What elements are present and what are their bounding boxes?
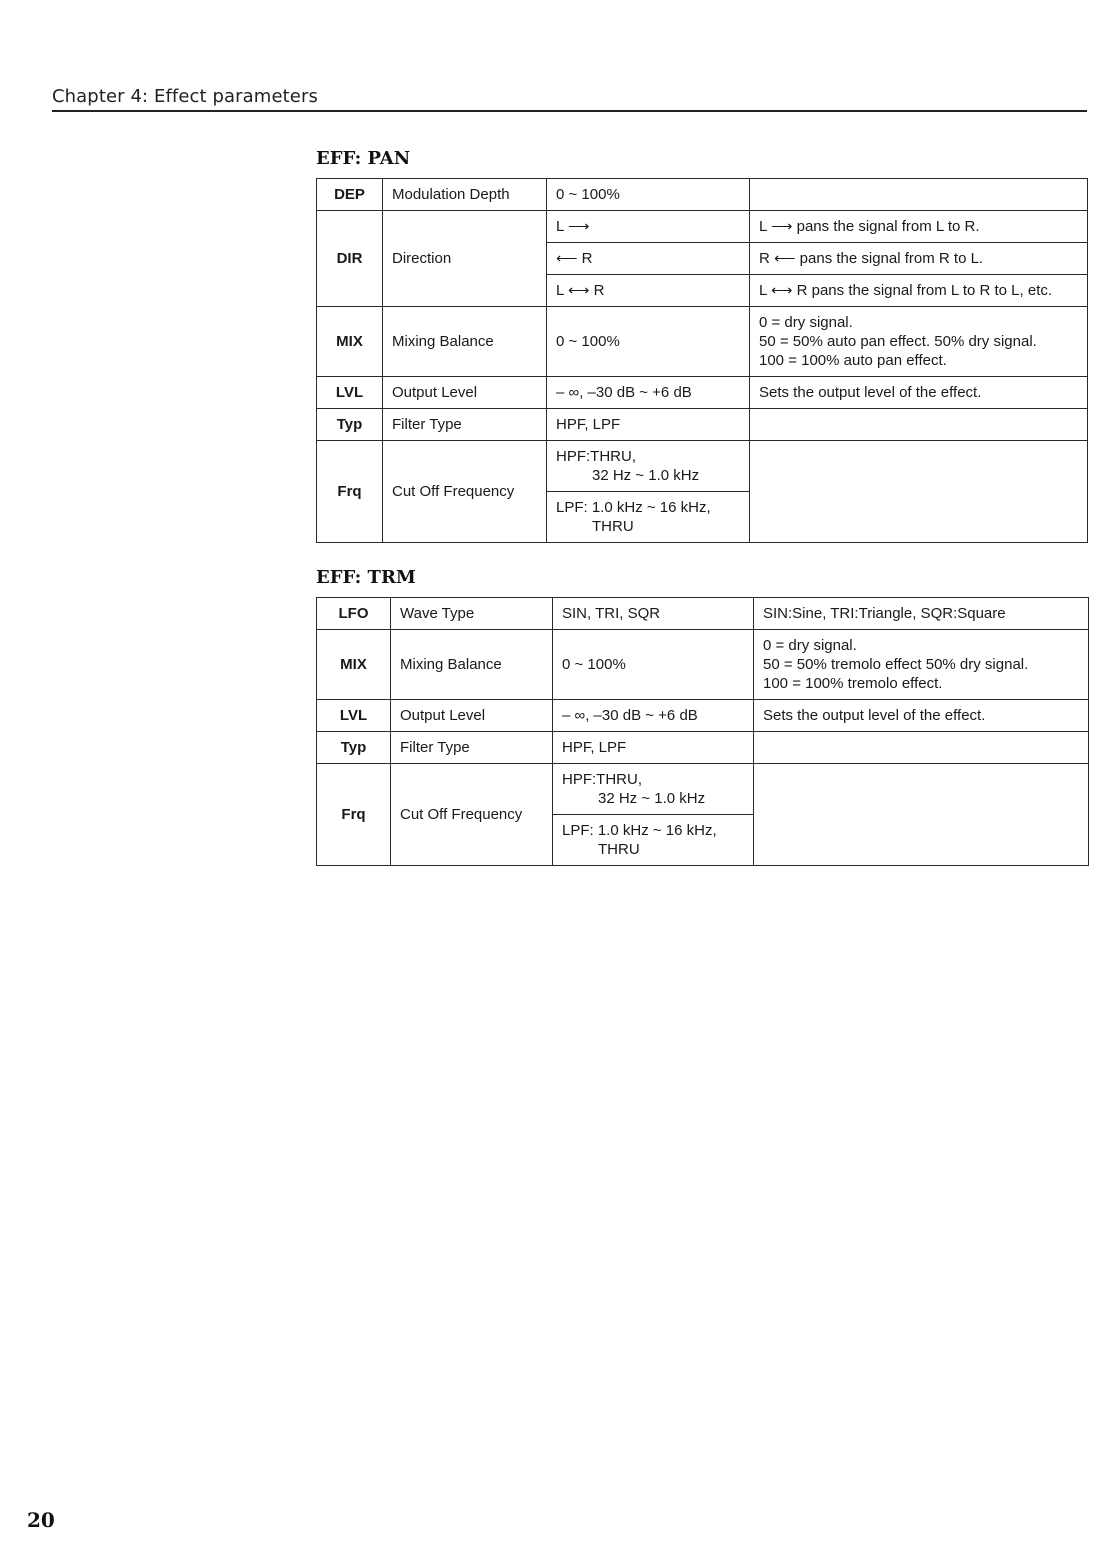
param-range-lpf — [547, 492, 750, 543]
param-desc — [754, 732, 1089, 764]
table-row — [317, 598, 1089, 630]
param-range: 0 ~ 100% — [547, 179, 750, 211]
param-abbr: DIR — [317, 211, 383, 307]
range-line: THRU — [592, 518, 634, 535]
param-abbr: Typ — [317, 409, 383, 441]
range-line: LPF: 1.0 kHz ~ 16 kHz, — [562, 822, 717, 839]
range-line: 32 Hz ~ 1.0 kHz — [598, 790, 706, 807]
param-abbr: MIX — [317, 630, 391, 700]
param-range: HPF, LPF — [553, 732, 754, 764]
param-abbr: DEP — [317, 179, 383, 211]
param-abbr: LVL — [317, 700, 391, 732]
param-option: ⟵ R — [547, 243, 750, 275]
param-name: Mixing Balance — [391, 630, 553, 700]
page-number: 20 — [27, 1508, 55, 1532]
param-option: L ⟷ R — [547, 275, 750, 307]
table-row — [317, 441, 1088, 492]
range-line: 32 Hz ~ 1.0 kHz — [592, 467, 700, 484]
table-row — [317, 630, 1089, 700]
range-line: LPF: 1.0 kHz ~ 16 kHz, — [556, 499, 711, 516]
param-name: Cut Off Frequency — [391, 764, 553, 866]
desc-line: 50 = 50% tremolo effect 50% dry signal. — [763, 656, 1029, 673]
param-desc — [750, 307, 1088, 377]
table-row — [317, 700, 1089, 732]
table-row — [317, 307, 1088, 377]
desc-line: 100 = 100% auto pan effect. — [759, 352, 947, 369]
table-row — [317, 211, 1088, 243]
param-name: Cut Off Frequency — [383, 441, 547, 543]
pan-section-title: EFF: PAN — [316, 148, 411, 169]
param-name: Filter Type — [383, 409, 547, 441]
param-name: Direction — [383, 211, 547, 307]
param-range: 0 ~ 100% — [553, 630, 754, 700]
param-abbr: Typ — [317, 732, 391, 764]
table-row — [317, 409, 1088, 441]
trm-section-title: EFF: TRM — [316, 567, 416, 588]
param-name: Output Level — [383, 377, 547, 409]
table-row — [317, 179, 1088, 211]
param-name: Modulation Depth — [383, 179, 547, 211]
param-abbr: MIX — [317, 307, 383, 377]
range-line: HPF:THRU, — [562, 771, 642, 788]
param-desc — [750, 179, 1088, 211]
header-rule — [52, 110, 1087, 112]
param-abbr: LFO — [317, 598, 391, 630]
param-desc: SIN:Sine, TRI:Triangle, SQR:Square — [754, 598, 1089, 630]
param-desc — [754, 630, 1089, 700]
param-range: – ∞, –30 dB ~ +6 dB — [553, 700, 754, 732]
param-range: – ∞, –30 dB ~ +6 dB — [547, 377, 750, 409]
param-range: HPF, LPF — [547, 409, 750, 441]
desc-line: 50 = 50% auto pan effect. 50% dry signal. — [759, 333, 1037, 350]
param-name: Output Level — [391, 700, 553, 732]
range-line: HPF:THRU, — [556, 448, 636, 465]
param-name: Mixing Balance — [383, 307, 547, 377]
param-name: Filter Type — [391, 732, 553, 764]
desc-line: 100 = 100% tremolo effect. — [763, 675, 943, 692]
chapter-header: Chapter 4: Effect parameters — [52, 86, 318, 107]
param-range-lpf — [553, 815, 754, 866]
param-range: 0 ~ 100% — [547, 307, 750, 377]
param-desc: L ⟷ R pans the signal from L to R to L, etc. — [750, 275, 1088, 307]
trm-parameter-table — [316, 597, 1089, 866]
param-desc: L ⟶ pans the signal from L to R. — [750, 211, 1088, 243]
param-range-hpf — [547, 441, 750, 492]
table-row — [317, 732, 1089, 764]
param-abbr: Frq — [317, 441, 383, 543]
param-name: Wave Type — [391, 598, 553, 630]
table-row — [317, 377, 1088, 409]
param-desc: Sets the output level of the effect. — [750, 377, 1088, 409]
table-row — [317, 764, 1089, 815]
param-option: L ⟶ — [547, 211, 750, 243]
range-line: THRU — [598, 841, 640, 858]
param-abbr: LVL — [317, 377, 383, 409]
param-range-hpf — [553, 764, 754, 815]
desc-line: 0 = dry signal. — [759, 314, 853, 331]
param-desc: R ⟵ pans the signal from R to L. — [750, 243, 1088, 275]
desc-line: 0 = dry signal. — [763, 637, 857, 654]
param-desc — [750, 441, 1088, 543]
param-desc — [750, 409, 1088, 441]
param-desc — [754, 764, 1089, 866]
param-abbr: Frq — [317, 764, 391, 866]
param-desc: Sets the output level of the effect. — [754, 700, 1089, 732]
param-range: SIN, TRI, SQR — [553, 598, 754, 630]
pan-parameter-table — [316, 178, 1088, 543]
